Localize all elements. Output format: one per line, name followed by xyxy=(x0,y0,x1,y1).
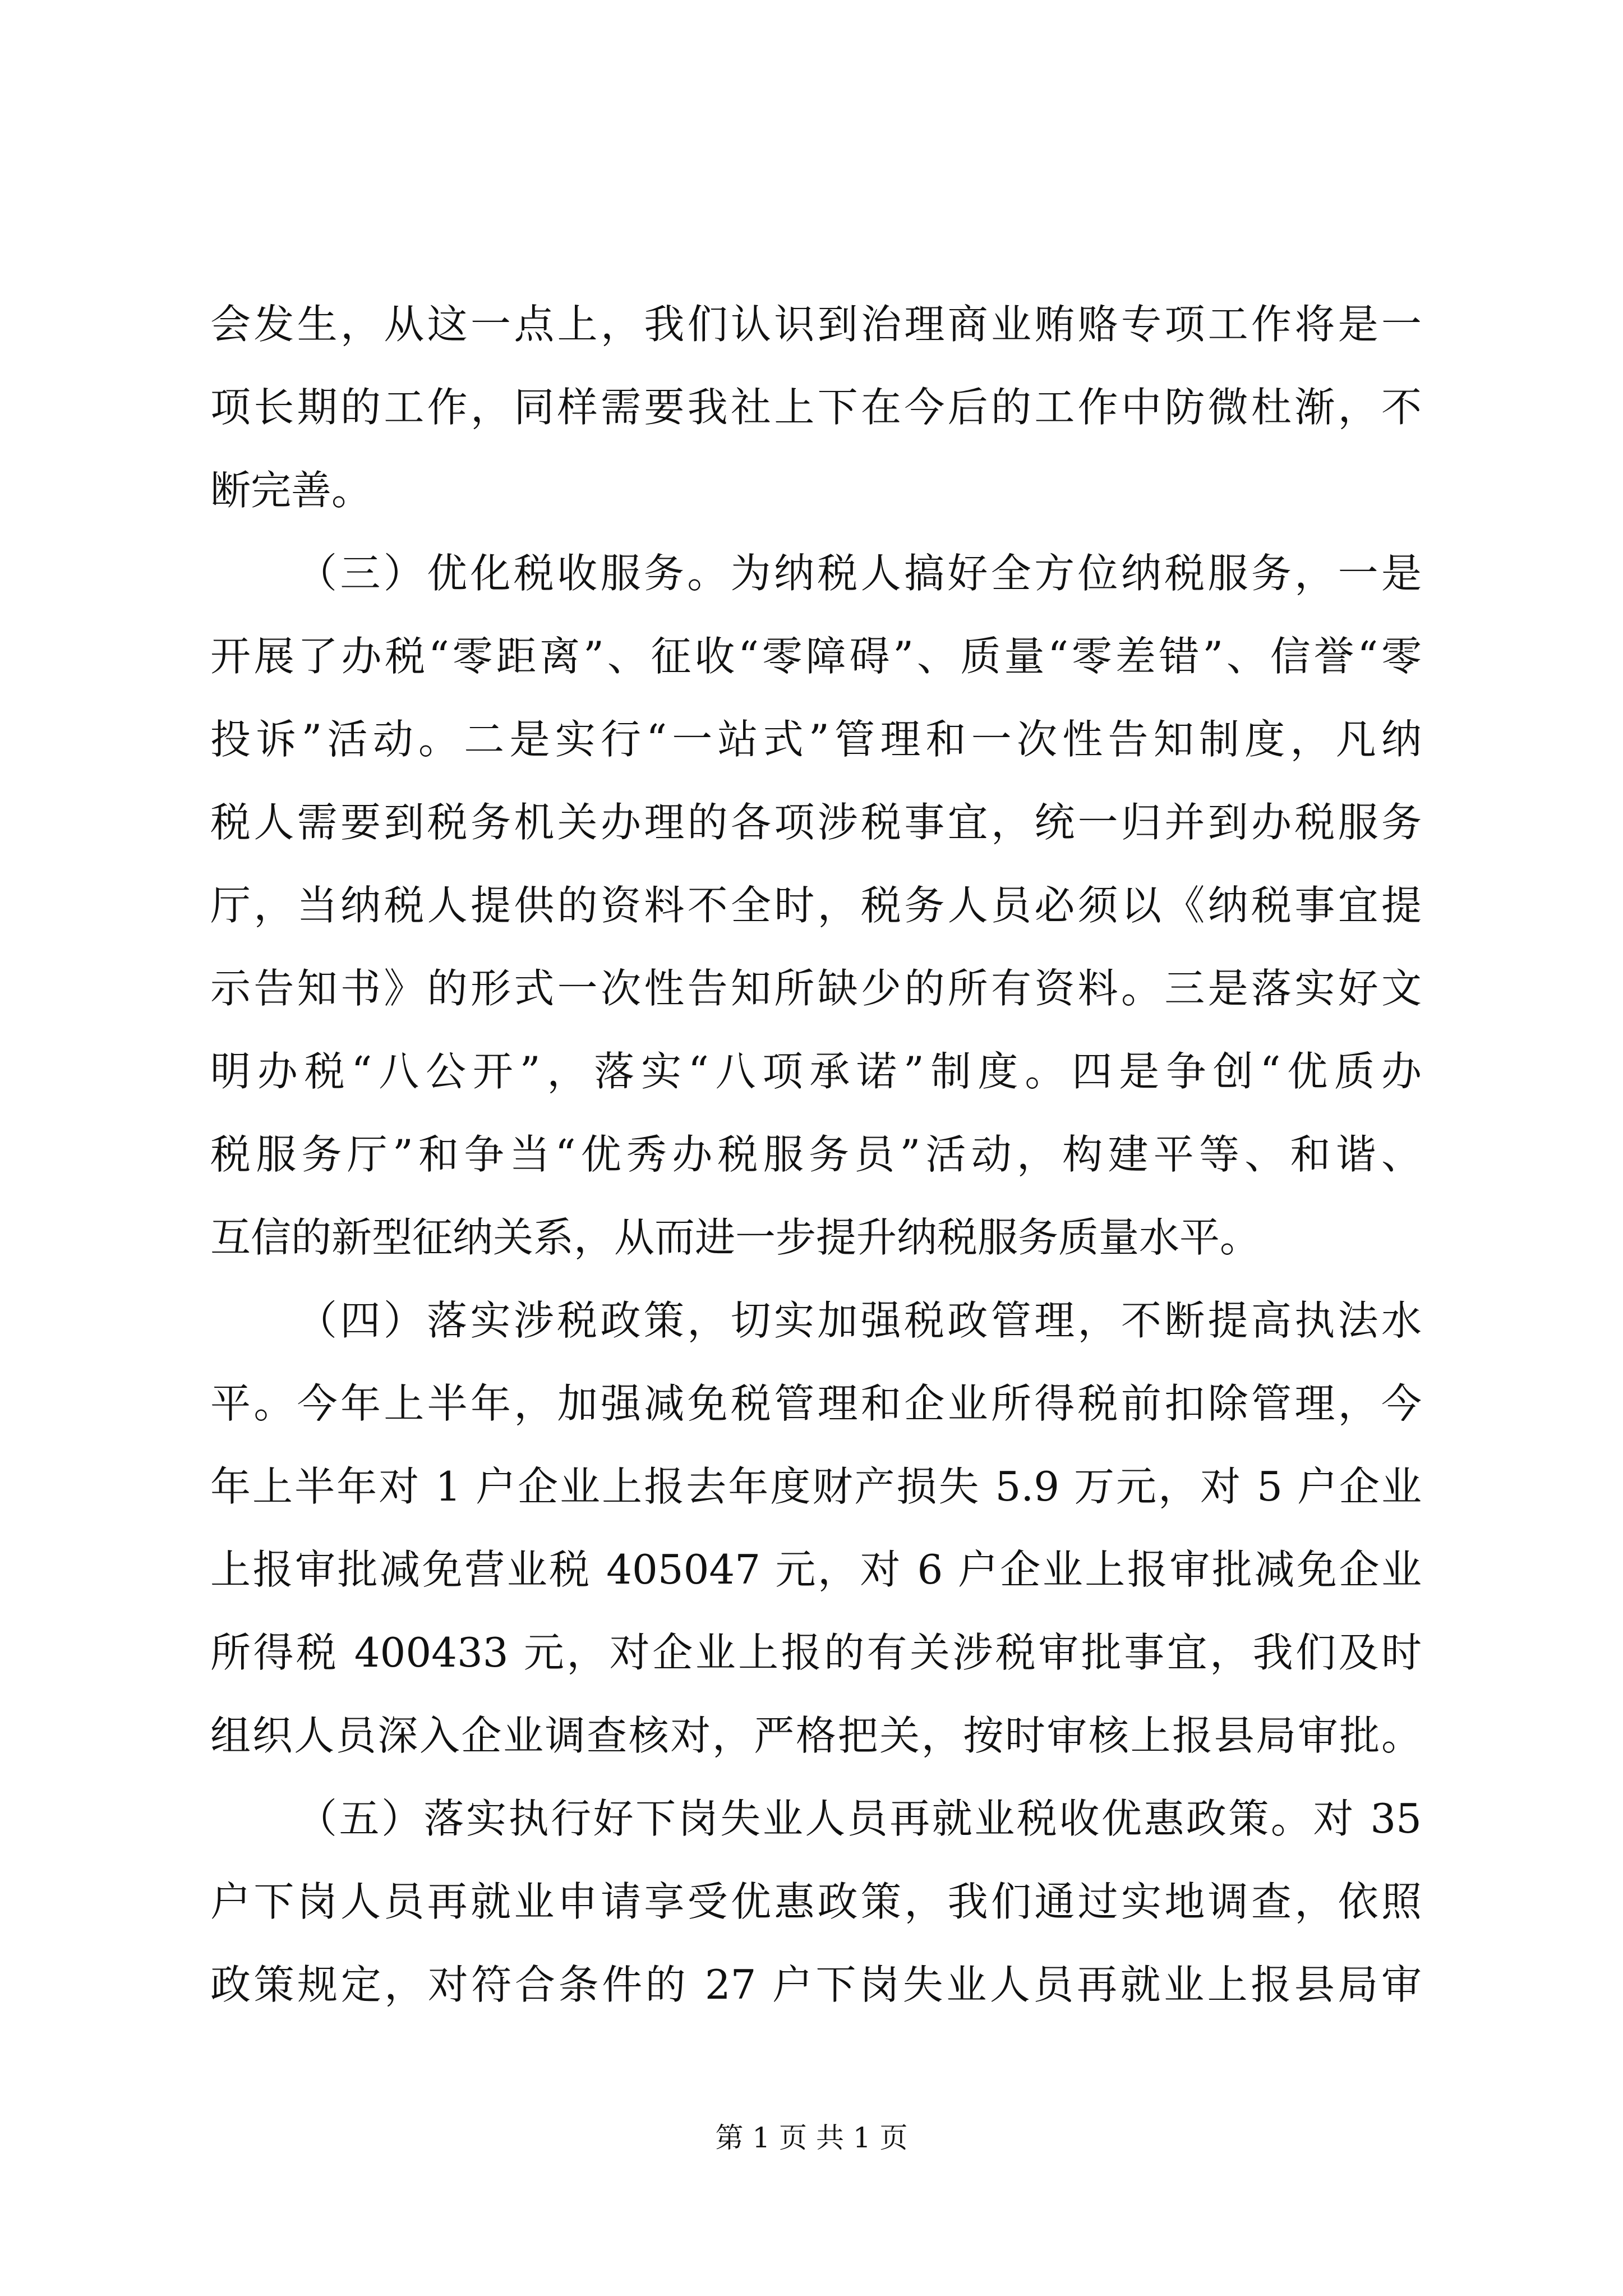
paragraph-line: （五）落实执行好下岗失业人员再就业税收优惠政策。对 35 xyxy=(297,1795,1422,1842)
page-number-footer: 第 1 页 共 1 页 xyxy=(715,2122,908,2154)
paragraph-line: 互信的新型征纳关系，从而进一步提升纳税服务质量水平。 xyxy=(210,1214,1261,1261)
paragraph-line: 组织人员深入企业调查核对，严格把关，按时审核上报县局审批。 xyxy=(210,1712,1422,1759)
paragraph-line: 平。今年上半年，加强减免税管理和企业所得税前扣除管理，今 xyxy=(210,1380,1422,1427)
paragraph-line: 政策规定，对符合条件的 27 户下岗失业人员再就业上报县局审 xyxy=(210,1961,1422,2008)
paragraph-line: 开展了办税“零距离”、征收“零障碍”、质量“零差错”、信誉“零 xyxy=(210,633,1422,680)
paragraph-line: 投诉”活动。二是实行“一站式”管理和一次性告知制度，凡纳 xyxy=(210,716,1422,763)
paragraph-line: 税服务厅”和争当“优秀办税服务员”活动，构建平等、和谐、 xyxy=(210,1131,1422,1178)
paragraph-line: 明办税“八公开”，落实“八项承诺”制度。四是争创“优质办 xyxy=(210,1048,1422,1095)
paragraph-line: 示告知书》的形式一次性告知所缺少的所有资料。三是落实好文 xyxy=(210,965,1422,1012)
paragraph-line: 年上半年对 1 户企业上报去年度财产损失 5.9 万元，对 5 户企业 xyxy=(210,1463,1422,1510)
paragraph-line: （四）落实涉税政策，切实加强税政管理，不断提高执法水 xyxy=(297,1297,1422,1344)
paragraph-line: 项长期的工作，同样需要我社上下在今后的工作中防微杜渐，不 xyxy=(210,384,1422,431)
paragraph-line: 厅，当纳税人提供的资料不全时，税务人员必须以《纳税事宜提 xyxy=(210,882,1422,929)
paragraph-line: 上报审批减免营业税 405047 元，对 6 户企业上报审批减免企业 xyxy=(210,1546,1422,1593)
paragraph-line: 断完善。 xyxy=(210,467,372,514)
paragraph-line: 所得税 400433 元，对企业上报的有关涉税审批事宜，我们及时 xyxy=(210,1629,1422,1676)
paragraph-line: 税人需要到税务机关办理的各项涉税事宜，统一归并到办税服务 xyxy=(210,799,1422,846)
paragraph-line: 户下岗人员再就业申请享受优惠政策，我们通过实地调查，依照 xyxy=(210,1878,1422,1925)
paragraph-line: 会发生，从这一点上，我们认识到治理商业贿赂专项工作将是一 xyxy=(210,301,1422,348)
paragraph-line: （三）优化税收服务。为纳税人搞好全方位纳税服务，一是 xyxy=(297,550,1422,597)
